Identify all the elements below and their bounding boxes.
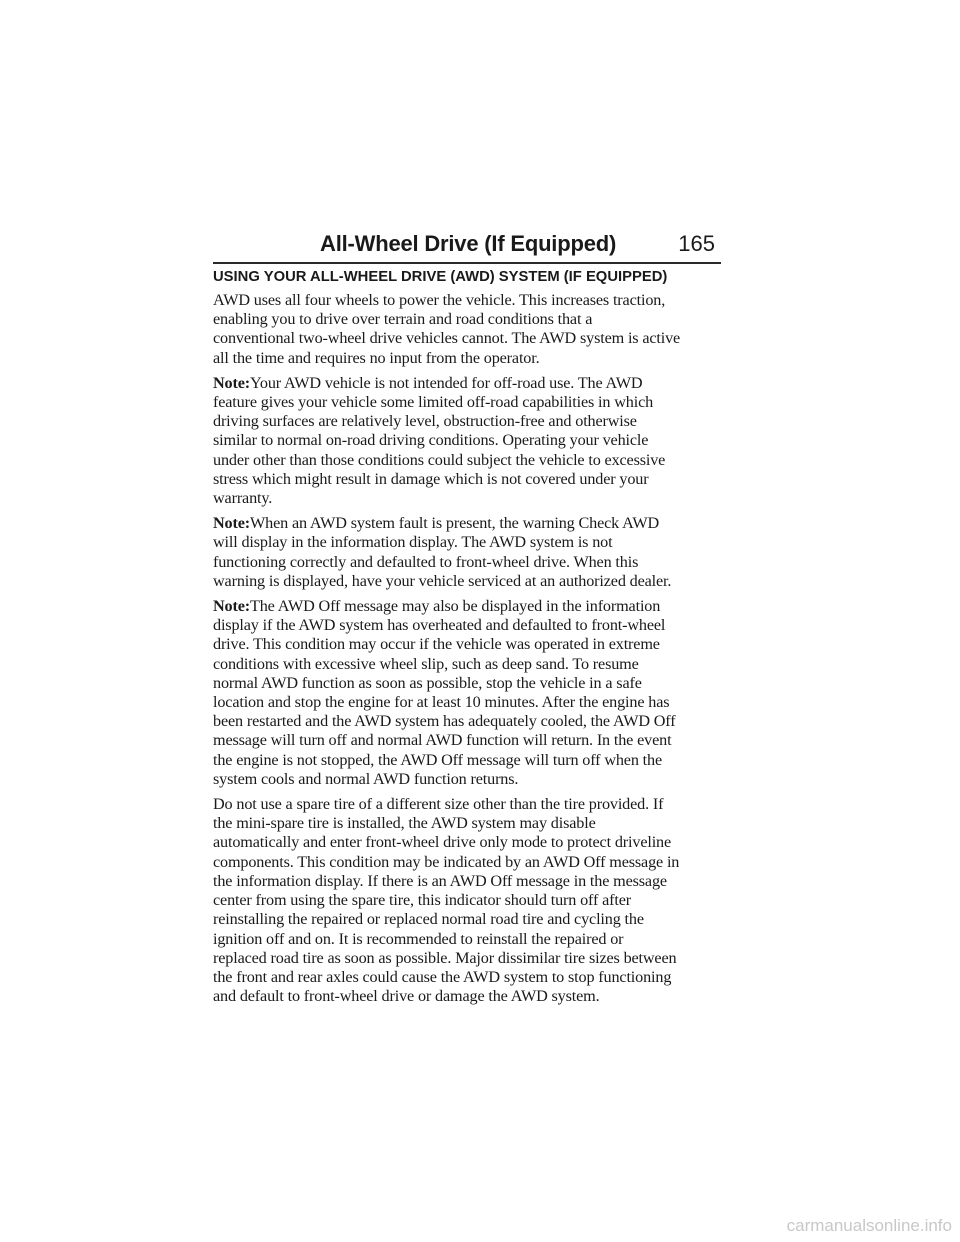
paragraph-line (213, 597, 723, 616)
line-text: system cools and normal AWD function returns. (213, 769, 519, 788)
line-text: conditions with excessive wheel slip, such as deep sand. To resume (213, 654, 639, 673)
body-paragraph (213, 374, 723, 508)
paragraph-line (213, 891, 723, 910)
paragraph-line (213, 451, 723, 470)
paragraph-line (213, 412, 723, 431)
paragraph-line (213, 329, 723, 348)
paragraph-line (213, 872, 723, 891)
line-text: functioning correctly and defaulted to front-wheel drive. When this (213, 552, 639, 571)
paragraph-line (213, 770, 723, 789)
line-text: replaced road tire as soon as possible. Major dissimilar tire sizes between (213, 948, 677, 967)
page-header (213, 224, 721, 264)
body-paragraph (213, 514, 723, 591)
paragraph-line (213, 374, 723, 393)
line-text: components. This condition may be indicated by an AWD Off message in (213, 852, 680, 871)
page-number: 165 (678, 231, 715, 256)
paragraph-line (213, 795, 723, 814)
line-text: normal AWD function as soon as possible, stop the vehicle in a safe (213, 673, 642, 692)
paragraph-line (213, 814, 723, 833)
paragraph-line (213, 616, 723, 635)
line-text: all the time and requires no input from the operator. (213, 348, 540, 367)
line-text: stress which might result in damage which is not covered under your (213, 469, 649, 488)
paragraph-line (213, 572, 723, 591)
section-subheading: USING YOUR ALL-WHEEL DRIVE (AWD) SYSTEM (IF EQUIPPED) (213, 269, 668, 285)
line-text: conventional two-wheel drive vehicles cannot. The AWD system is active (213, 329, 681, 348)
line-text: warranty. (213, 489, 273, 508)
paragraph-line (213, 674, 723, 693)
line-text: The AWD Off message may also be displayed in the information (250, 597, 661, 616)
line-text: message will turn off and normal AWD function will return. In the event (213, 731, 672, 750)
paragraph-line (213, 489, 723, 508)
paragraph-line (213, 949, 723, 968)
paragraph-line (213, 393, 723, 412)
line-text: driving surfaces are relatively level, obstruction-free and otherwise (213, 412, 637, 431)
paragraph-line (213, 930, 723, 949)
line-text: reinstalling the repaired or replaced normal road tire and cycling the (213, 910, 644, 929)
paragraph-line (213, 514, 723, 533)
paragraph-line (213, 291, 723, 310)
line-text: ignition off and on. It is recommended to reinstall the repaired or (213, 929, 624, 948)
paragraph-line (213, 349, 723, 368)
line-text: the mini-spare tire is installed, the AWD system may disable (213, 814, 596, 833)
paragraph-line (213, 635, 723, 654)
paragraph-line (213, 833, 723, 852)
line-text: Do not use a spare tire of a different size other than the tire provided. If (213, 795, 664, 814)
paragraph-line (213, 751, 723, 770)
paragraph-line (213, 431, 723, 450)
paragraph-line (213, 910, 723, 929)
line-text: been restarted and the AWD system has adequately cooled, the AWD Off (213, 712, 676, 731)
line-text: similar to normal on-road driving conditions. Operating your vehicle (213, 431, 649, 450)
paragraph-line (213, 853, 723, 872)
line-text: center from using the spare tire, this indicator should turn off after (213, 891, 632, 910)
paragraph-line (213, 731, 723, 750)
paragraph-line (213, 968, 723, 987)
body-paragraph (213, 795, 723, 1006)
paragraph-line (213, 712, 723, 731)
body-paragraph (213, 597, 723, 789)
line-text: display if the AWD system has overheated and defaulted to front-wheel (213, 616, 666, 635)
line-text: the engine is not stopped, the AWD Off message will turn off when the (213, 750, 663, 769)
line-text: the information display. If there is an AWD Off message in the message (213, 871, 667, 890)
paragraph-line (213, 470, 723, 489)
body-paragraph (213, 291, 723, 368)
note-label: Note: (213, 514, 250, 533)
line-text: the front and rear axles could cause the AWD system to stop functioning (213, 967, 672, 986)
paragraph-line (213, 987, 723, 1006)
line-text: warning is displayed, have your vehicle serviced at an authorized dealer. (213, 571, 672, 590)
line-text: When an AWD system fault is present, the warning Check AWD (250, 514, 660, 533)
line-text: automatically and enter front-wheel drive only mode to protect driveline (213, 833, 672, 852)
paragraph-line (213, 310, 723, 329)
line-text: feature gives your vehicle some limited off-road capabilities in which (213, 393, 654, 412)
line-text: Your AWD vehicle is not intended for off-road use. The AWD (250, 373, 643, 392)
line-text: drive. This condition may occur if the vehicle was operated in extreme (213, 635, 660, 654)
line-text: under other than those conditions could subject the vehicle to excessive (213, 450, 666, 469)
paragraph-line (213, 655, 723, 674)
line-text: AWD uses all four wheels to power the vehicle. This increases traction, (213, 291, 666, 309)
watermark: carmanualsonline.info (786, 1216, 952, 1235)
line-text: will display in the information display. The AWD system is not (213, 533, 613, 552)
paragraph-list (213, 291, 723, 1006)
note-label: Note: (213, 373, 250, 392)
line-text: location and stop the engine for at least 10 minutes. After the engine has (213, 693, 670, 712)
line-text: and default to front-wheel drive or damage the AWD system. (213, 987, 600, 1006)
line-text: enabling you to drive over terrain and road conditions that a (213, 310, 593, 329)
paragraph-line (213, 693, 723, 712)
note-label: Note: (213, 597, 250, 616)
paragraph-line (213, 533, 723, 552)
section-title: All-Wheel Drive (If Equipped) (320, 231, 617, 256)
paragraph-line (213, 553, 723, 572)
page-content (213, 268, 723, 1012)
